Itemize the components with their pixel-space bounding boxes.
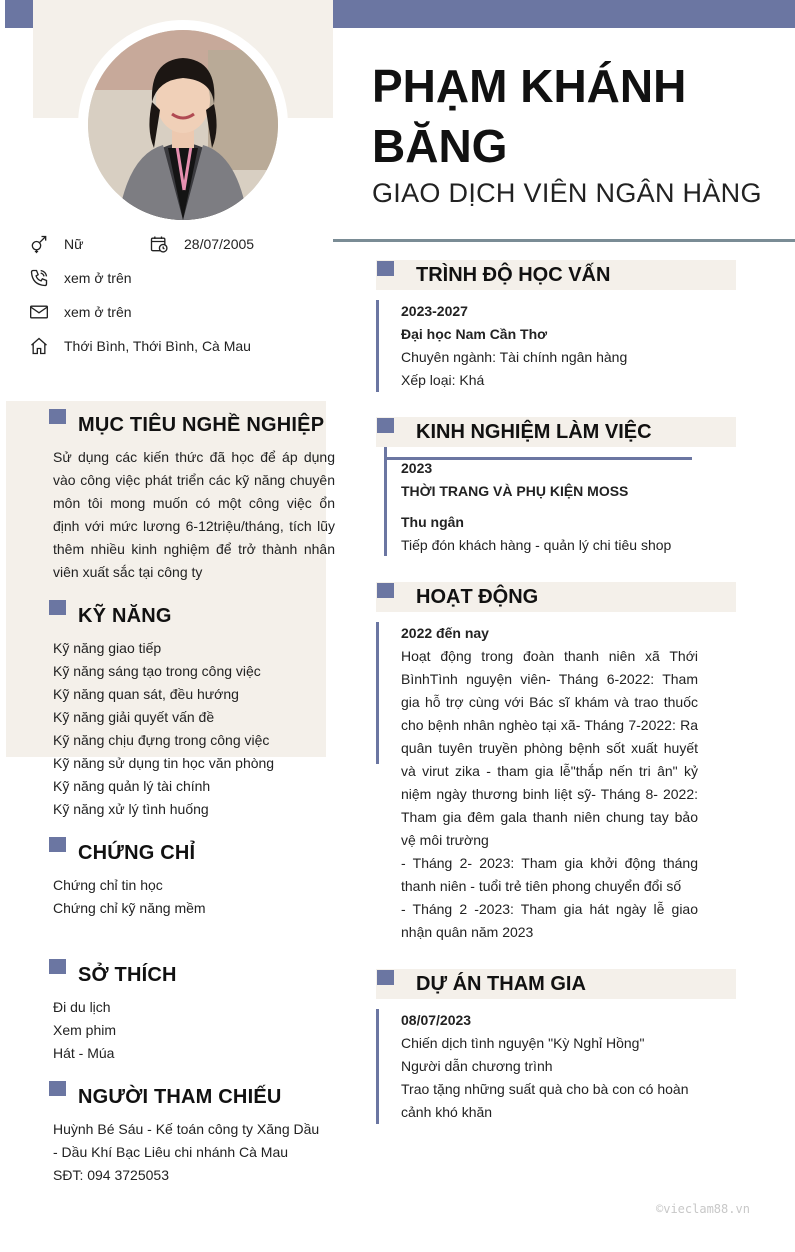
phone-row	[28, 267, 132, 289]
birthdate-row	[148, 233, 254, 255]
header-divider	[333, 239, 795, 242]
avatar	[88, 30, 278, 220]
project-description: Trao tặng những suất quà cho bà con có hoàn cảnh khó khăn	[401, 1081, 689, 1120]
gender-value: Nữ	[64, 236, 84, 252]
experience-year: 2023	[401, 460, 433, 476]
objective-marker	[49, 409, 66, 424]
list-item: Kỹ năng giải quyết vấn đề	[53, 709, 215, 725]
projects-timeline-line	[376, 1009, 379, 1124]
references-text	[53, 1118, 325, 1187]
education-block	[401, 300, 698, 392]
activities-title: HOẠT ĐỘNG	[416, 586, 539, 608]
experience-company: THỜI TRANG VÀ PHỤ KIỆN MOSS	[401, 483, 629, 499]
home-icon	[28, 335, 50, 357]
list-item: Kỹ năng xử lý tình huống	[53, 801, 209, 817]
project-role: Người dẫn chương trình	[401, 1058, 553, 1074]
phone-icon	[28, 267, 50, 289]
list-item: Kỹ năng chịu đựng trong công việc	[53, 732, 270, 748]
avatar-portrait-image	[88, 30, 278, 220]
experience-block	[401, 457, 698, 557]
skills-marker	[49, 600, 66, 615]
list-item: Đi du lịch	[53, 999, 111, 1015]
education-rank: Xếp loại: Khá	[401, 372, 485, 388]
references-title: NGƯỜI THAM CHIẾU	[78, 1086, 282, 1108]
hobbies-marker	[49, 959, 66, 974]
activities-paragraph-1: Hoạt động trong đoàn thanh niên xã Thới BìnhTình nguyện viên- Tháng 6-2022: Tham gia hỗ trợ cùng với Bác sĩ khám và trao thuốc cho bệnh nhân nghèo tại xã- Tháng 7-2022: Ra quân tuyên truyền phòng bệnh sốt xuất huyết và virut zika - tham gia lễ"thắp nến tri ân" kỷ niệm ngày thương binh liệt sỹ- Tháng 8- 2022: Tham gia đêm gala thanh niên chung tay bảo vệ môi trường	[401, 648, 698, 848]
objective-title: MỤC TIÊU NGHỀ NGHIỆP	[78, 414, 325, 436]
gender-row	[28, 233, 83, 255]
email-value: xem ở trên	[64, 304, 132, 320]
experience-timeline-line	[384, 447, 387, 556]
references-marker	[49, 1081, 66, 1096]
email-row	[28, 301, 132, 323]
projects-block	[401, 1009, 698, 1124]
watermark: ©vieclam88.vn	[656, 1202, 750, 1216]
activities-marker	[377, 583, 394, 598]
experience-position: Thu ngân	[401, 514, 464, 530]
list-item: Hát - Múa	[53, 1045, 115, 1061]
skills-list	[53, 637, 335, 821]
candidate-name: PHẠM KHÁNH BĂNG	[372, 60, 687, 172]
list-item: Chứng chỉ kỹ năng mềm	[53, 900, 206, 916]
activities-paragraph-2: - Tháng 2- 2023: Tham gia khởi động tháng thanh niên - tuổi trẻ tiên phong chuyển đổi số	[401, 855, 698, 894]
education-marker	[377, 261, 394, 276]
certificates-title: CHỨNG CHỈ	[78, 842, 196, 864]
experience-marker	[377, 418, 394, 433]
certificates-marker	[49, 837, 66, 852]
job-title: GIAO DỊCH VIÊN NGÂN HÀNG	[372, 178, 762, 208]
experience-title: KINH NGHIỆM LÀM VIỆC	[416, 421, 652, 443]
hobbies-list	[53, 996, 335, 1065]
education-school: Đại học Nam Cần Thơ	[401, 326, 548, 342]
list-item: Kỹ năng sáng tạo trong công việc	[53, 663, 261, 679]
activities-timeline-line	[376, 622, 379, 764]
projects-marker	[377, 970, 394, 985]
calendar-icon	[148, 233, 170, 255]
birthdate-value: 28/07/2005	[184, 236, 255, 252]
envelope-icon	[28, 301, 50, 323]
list-item: Chứng chỉ tin học	[53, 877, 163, 893]
education-major: Chuyên ngành: Tài chính ngân hàng	[401, 349, 628, 365]
experience-description: Tiếp đón khách hàng - quản lý chi tiêu shop	[401, 537, 672, 553]
reference-person: Huỳnh Bé Sáu - Kế toán công ty Xăng Dầu - Dầu Khí Bạc Liêu chi nhánh Cà Mau	[53, 1121, 320, 1160]
projects-title: DỰ ÁN THAM GIA	[416, 973, 586, 995]
certificates-list	[53, 874, 335, 920]
activities-paragraph-3: - Tháng 2 -2023: Tham gia hát ngày lễ giao nhận quân năm 2023	[401, 901, 698, 940]
list-item: Kỹ năng giao tiếp	[53, 640, 162, 656]
project-date: 08/07/2023	[401, 1012, 472, 1028]
list-item: Kỹ năng sử dụng tin học văn phòng	[53, 755, 275, 771]
address-value: Thới Bình, Thới Bình, Cà Mau	[64, 338, 251, 354]
reference-phone: SĐT: 094 3725053	[53, 1167, 169, 1183]
phone-value: xem ở trên	[64, 270, 132, 286]
activities-block	[401, 622, 698, 944]
gender-icon	[28, 233, 50, 255]
address-row	[28, 335, 251, 357]
hobbies-title: SỞ THÍCH	[78, 964, 177, 986]
list-item: Kỹ năng quản lý tài chính	[53, 778, 211, 794]
objective-text: Sử dụng các kiến thức đã học để áp dụng vào công việc phát triển các kỹ năng chuyên môn tôi mong muốn có một công việc ổn định với mức lương 6-12triệu/tháng, tích lũy thêm nhiều kinh nghiệm để trở thành nhân viên xuất sắc tại công ty	[53, 449, 335, 580]
project-name: Chiến dịch tình nguyện "Kỳ Nghỉ Hồng"	[401, 1035, 645, 1051]
skills-title: KỸ NĂNG	[78, 605, 172, 627]
activities-period: 2022 đến nay	[401, 625, 489, 641]
education-period: 2023-2027	[401, 303, 468, 319]
list-item: Xem phim	[53, 1022, 117, 1038]
education-timeline-line	[376, 300, 379, 392]
education-title: TRÌNH ĐỘ HỌC VẤN	[416, 264, 611, 286]
list-item: Kỹ năng quan sát, đều hướng	[53, 686, 239, 702]
